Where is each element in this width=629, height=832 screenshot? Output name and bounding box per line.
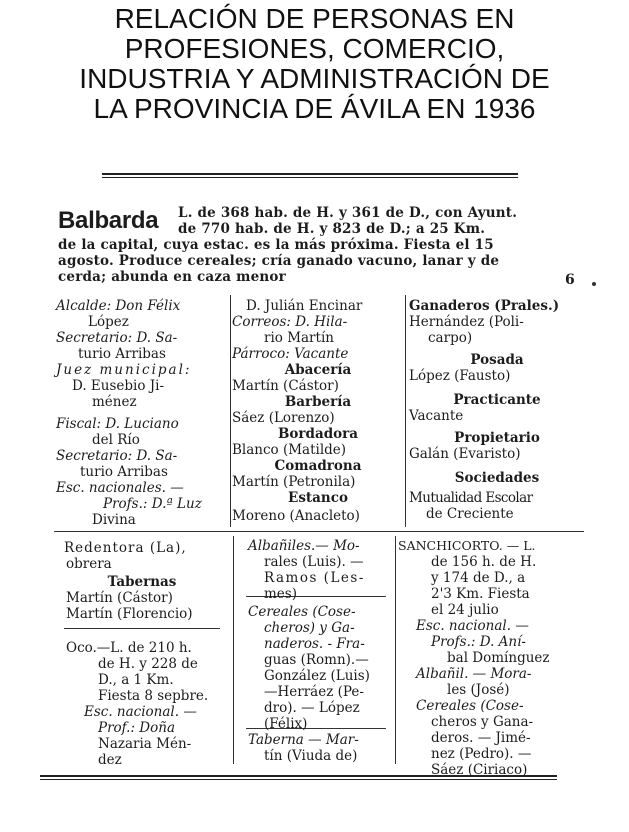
entry-divider bbox=[64, 628, 220, 629]
entry-line: nez (Pedro). — bbox=[431, 746, 532, 762]
entry-line: Esc. nacional. — bbox=[84, 704, 197, 720]
entry-line: (Félix) bbox=[264, 716, 308, 732]
entry-line: Profs.: D.ª Luz bbox=[103, 496, 202, 512]
entry-line: Cereales (Cose- bbox=[416, 698, 524, 714]
entry-line: Albañil. — Mora- bbox=[416, 666, 532, 682]
title-line: LA PROVINCIA DE ÁVILA EN 1936 bbox=[93, 93, 536, 124]
entry-line: Nazaria Mén- bbox=[98, 736, 192, 752]
section-divider bbox=[54, 531, 584, 532]
section-heading: Propietario bbox=[454, 430, 540, 446]
section-heading: Barbería bbox=[284, 394, 352, 410]
section-heading: Sociedades bbox=[454, 470, 540, 486]
entry-line: deros. — Jimé- bbox=[431, 730, 531, 746]
entry-line: Profs.: D. Aní- bbox=[431, 634, 526, 650]
section-heading: Posada bbox=[470, 352, 524, 368]
entry-line: mes) bbox=[264, 586, 297, 602]
entry-line: de 156 h. de H. bbox=[431, 554, 537, 570]
entry-line: Redentora (La), bbox=[64, 540, 187, 556]
entry-line: Alcalde: Don Félix bbox=[56, 298, 181, 314]
section-heading: Comadrona bbox=[274, 458, 362, 474]
entry-line: Galán (Evaristo) bbox=[409, 446, 521, 462]
column-divider bbox=[395, 536, 396, 764]
entry-line: Albañiles.— Mo- bbox=[248, 538, 360, 554]
entry-line: carpo) bbox=[428, 330, 473, 346]
entry-line: Divina bbox=[92, 512, 136, 528]
intro-line: cerda; abunda en caza menor bbox=[58, 269, 286, 285]
title-divider bbox=[102, 173, 518, 178]
entry-line: Juez municipal: bbox=[56, 362, 192, 378]
entry-line: rales (Luis). — bbox=[264, 554, 364, 570]
entry-line: cheros y Gana- bbox=[431, 714, 534, 730]
intro-line: agosto. Produce cereales; cría ganado vacuno, lanar y de bbox=[58, 253, 500, 269]
section-heading: Tabernas bbox=[107, 574, 177, 590]
entry-line: de Creciente bbox=[426, 506, 514, 522]
intro-line: de 770 hab. de H. y 823 de D.; a 25 Km. bbox=[178, 221, 486, 237]
entry-line: del Río bbox=[92, 432, 140, 448]
entry-line: Correos: D. Hila- bbox=[232, 314, 348, 330]
entry-line: Martín (Florencio) bbox=[66, 606, 193, 622]
entry-line: D. Julián Encinar bbox=[246, 298, 363, 314]
bottom-divider bbox=[40, 775, 557, 780]
entry-line: Fiscal: D. Luciano bbox=[56, 416, 179, 432]
entry-line: guas (Romn).— bbox=[264, 652, 369, 668]
section-heading: Practicante bbox=[453, 392, 541, 408]
entry-line: dez bbox=[98, 752, 122, 768]
title-line: RELACIÓN DE PERSONAS EN bbox=[114, 3, 515, 34]
entry-line: de H. y 228 de bbox=[98, 656, 198, 672]
column-divider bbox=[233, 536, 234, 764]
entry-line: Secretario: D. Sa- bbox=[56, 330, 178, 346]
entry-line: Sáez (Ciriaco) bbox=[431, 762, 528, 778]
ink-dot bbox=[592, 282, 596, 286]
page-number: 6 bbox=[565, 272, 575, 288]
entry-line: Esc. nacional. — bbox=[416, 618, 529, 634]
entry-line: 2'3 Km. Fiesta bbox=[431, 586, 530, 602]
section-heading: Bordadora bbox=[277, 426, 359, 442]
entry-line: ménez bbox=[92, 394, 137, 410]
entry-line: Oco.—L. de 210 h. bbox=[66, 640, 192, 656]
town-name: Balbarda bbox=[58, 207, 159, 234]
entry-line: Párroco: Vacante bbox=[232, 346, 349, 362]
entry-line: bal Domínguez bbox=[447, 650, 550, 666]
section-heading: Abacería bbox=[284, 362, 352, 378]
entry-line: turio Arribas bbox=[80, 464, 168, 480]
entry-line: Ramos (Les- bbox=[264, 570, 365, 586]
entry-line: el 24 julio bbox=[431, 602, 499, 618]
entry-line: Hernández (Poli- bbox=[409, 314, 524, 330]
document-title bbox=[0, 4, 629, 124]
entry-line: rio Martín bbox=[264, 330, 334, 346]
entry-line: Secretario: D. Sa- bbox=[56, 448, 178, 464]
entry-line: D., a 1 Km. bbox=[98, 672, 174, 688]
entry-line: y 174 de D., a bbox=[431, 570, 526, 586]
section-heading: Estanco bbox=[288, 490, 348, 506]
entry-line: Sáez (Lorenzo) bbox=[232, 410, 335, 426]
entry-line: Fiesta 8 sepbre. bbox=[98, 688, 209, 704]
entry-line: Taberna — Mar- bbox=[248, 732, 359, 748]
entry-line: SANCHICORTO. — L. bbox=[398, 538, 536, 553]
title-line: PROFESIONES, COMERCIO, bbox=[124, 33, 505, 64]
entry-line: López (Fausto) bbox=[409, 368, 511, 384]
entry-line: tín (Viuda de) bbox=[264, 748, 358, 764]
entry-line: Prof.: Doña bbox=[98, 720, 176, 736]
intro-line: L. de 368 hab. de H. y 361 de D., con Ayunt. bbox=[178, 205, 518, 221]
entry-line: Esc. nacionales. — bbox=[56, 480, 184, 496]
entry-line: Martín (Cástor) bbox=[66, 590, 173, 606]
entry-line: —Herráez (Pe- bbox=[264, 684, 364, 700]
entry-line: Martín (Petronila) bbox=[232, 474, 356, 490]
entry-line: Martín (Cástor) bbox=[232, 378, 339, 394]
entry-line: Vacante bbox=[409, 408, 464, 424]
entry-line: Blanco (Matilde) bbox=[232, 442, 347, 458]
title-line: INDUSTRIA Y ADMINISTRACIÓN DE bbox=[79, 63, 550, 94]
intro-line: de la capital, cuya estac. es la más próxima. Fiesta el 15 bbox=[58, 237, 494, 253]
entry-line: dro). — López bbox=[264, 700, 360, 716]
column-divider bbox=[405, 295, 406, 527]
entry-line: Ganaderos (Prales.) bbox=[409, 298, 560, 314]
entry-line: obrera bbox=[66, 556, 112, 572]
entry-line: D. Eusebio Ji- bbox=[72, 378, 165, 394]
entry-line: les (José) bbox=[447, 682, 510, 698]
entry-line: Cereales (Cose- bbox=[248, 604, 356, 620]
entry-line: naderos. - Fra- bbox=[264, 636, 365, 652]
entry-line: González (Luis) bbox=[264, 668, 370, 684]
entry-line: López bbox=[88, 314, 129, 330]
entry-line: Moreno (Anacleto) bbox=[232, 508, 360, 524]
entry-line: Mutualidad Escolar bbox=[409, 490, 533, 506]
column-divider bbox=[230, 295, 231, 527]
entry-line: turio Arribas bbox=[78, 346, 166, 362]
entry-line: cheros) y Ga- bbox=[264, 620, 355, 636]
